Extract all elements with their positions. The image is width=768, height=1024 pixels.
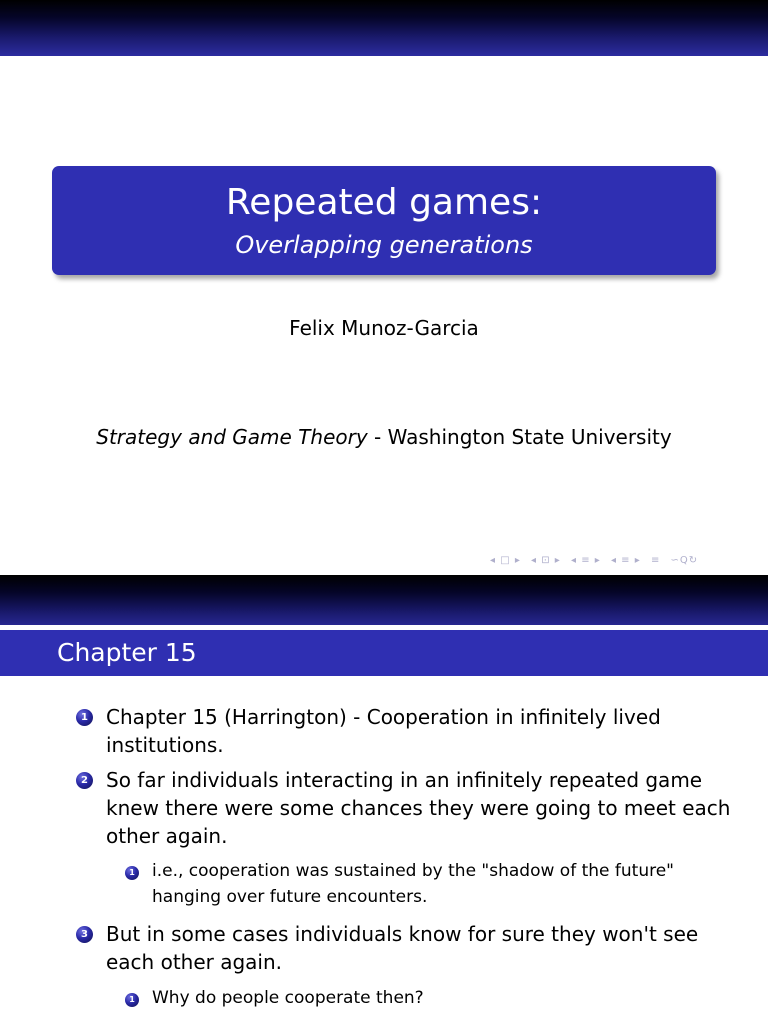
- list-item: [106, 766, 730, 850]
- sub-list-item-line: hanging over future encounters.: [152, 887, 428, 907]
- sub-list-item: [152, 858, 674, 910]
- enumerate-sub-bullet: 1: [125, 993, 139, 1007]
- sub-list-item-line: i.e., cooperation was sustained by the "shadow of the future": [152, 861, 674, 881]
- list-item-line: knew there were some chances they were going to meet each: [106, 796, 731, 820]
- sub-list-item: [152, 985, 424, 1011]
- list-item-line: But in some cases individuals know for sure they won't see: [106, 922, 699, 946]
- enumerate-sub-bullet: 1: [125, 866, 139, 880]
- list-item-line: other again.: [106, 824, 228, 848]
- header-bar: [0, 575, 768, 625]
- list-item-line: Chapter 15 (Harrington) - Cooperation in infinitely lived: [106, 705, 661, 729]
- nav-doc-icon[interactable]: ≡: [650, 555, 661, 566]
- nav-subsection-icon[interactable]: ◂ ⊡ ▸: [531, 555, 561, 566]
- enumerate-bullet: 1: [76, 709, 93, 726]
- list-item-line: institutions.: [106, 733, 224, 757]
- sub-list-item-line: Why do people cooperate then?: [152, 988, 424, 1008]
- author-name: Felix Munoz-Garcia: [289, 316, 479, 340]
- course-line: [0, 423, 768, 451]
- list-item-line: So far individuals interacting in an infinitely repeated game: [106, 768, 703, 792]
- list-item: [106, 703, 661, 759]
- title-block: [52, 166, 716, 275]
- enumerate-bullet: 3: [76, 926, 93, 943]
- institution-name: - Washington State University: [367, 425, 672, 449]
- presentation-title: Repeated games:: [225, 182, 543, 223]
- list-item: [106, 920, 698, 976]
- nav-section-icon[interactable]: ◂ ≡ ▸: [571, 555, 601, 566]
- list-item-line: each other again.: [106, 950, 283, 974]
- nav-frame-icon[interactable]: ◂ □ ▸: [490, 555, 521, 566]
- frame-title-bar: [0, 630, 768, 676]
- course-name: Strategy and Game Theory: [96, 425, 368, 449]
- nav-section-icon[interactable]: ◂ ≡ ▸: [610, 555, 641, 566]
- frame-title: Chapter 15: [57, 638, 197, 667]
- nav-search-icon[interactable]: ∽Q↻: [670, 555, 699, 566]
- beamer-navigation: [490, 555, 704, 571]
- enumerate-bullet: 2: [76, 772, 93, 789]
- presentation-subtitle: Overlapping generations: [235, 231, 533, 259]
- header-bar: [0, 0, 768, 56]
